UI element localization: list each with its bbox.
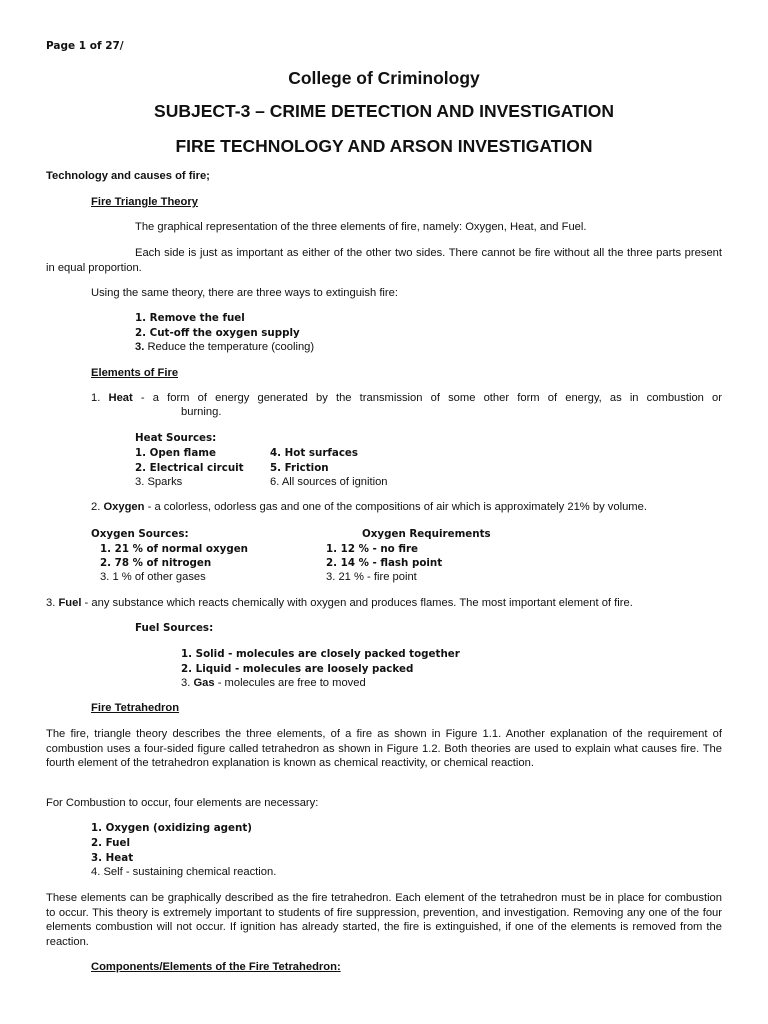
fuel-source-3 [181, 677, 366, 689]
way-3-number: 3. [135, 341, 145, 353]
heat-source-2: 2. Electrical circuit [135, 462, 244, 474]
extinguish-way-2: 2. Cut-off the oxygen supply [135, 327, 300, 339]
fuel-source-3-text: - molecules are free to moved [214, 677, 366, 689]
oxygen-source-3: 3. 1 % of other gases [100, 571, 206, 583]
fuel-source-3-term: Gas [193, 677, 215, 689]
tetrahedron-item-1: 1. Oxygen (oxidizing agent) [91, 822, 252, 834]
fuel-definition-text: - any substance which reacts chemically with oxygen and produces flames. The most important element of fire. [81, 597, 633, 609]
heat-source-1: 1. Open flame [135, 447, 216, 459]
heat-source-3: 3. Sparks [135, 476, 183, 488]
topic-title: FIRE TECHNOLOGY AND ARSON INVESTIGATION [175, 136, 593, 156]
fuel-definition [46, 597, 633, 609]
extinguish-way-3 [135, 341, 314, 353]
page-number: Page 1 of 27/ [46, 40, 124, 52]
oxygen-sources-label: Oxygen Sources: [91, 528, 189, 540]
fire-triangle-heading: Fire Triangle Theory [91, 196, 198, 208]
fuel-sources-label: Fuel Sources: [135, 622, 214, 634]
triangle-paragraph-3: Using the same theory, there are three ways to extinguish fire: [91, 287, 398, 299]
way-3-text: Reduce the temperature (cooling) [144, 341, 315, 353]
section-heading: Technology and causes of fire; [46, 170, 210, 182]
fuel-number: 3. [46, 597, 59, 609]
triangle-paragraph-1: The graphical representation of the three elements of fire, namely: Oxygen, Heat, and Fuel. [135, 221, 587, 233]
fire-tetrahedron-heading: Fire Tetrahedron [91, 702, 180, 714]
fuel-source-1: 1. Solid - molecules are closely packed together [181, 648, 460, 660]
heat-source-5: 5. Friction [270, 462, 329, 474]
heat-definition-text: - a form of energy generated by the transmission of some other form of energy, as in combustion or [132, 392, 722, 404]
fuel-source-2: 2. Liquid - molecules are loosely packed [181, 663, 414, 675]
oxygen-requirements-label: Oxygen Requirements [362, 528, 491, 540]
heat-term: Heat [108, 392, 133, 404]
oxygen-source-1: 1. 21 % of normal oxygen [100, 543, 249, 555]
college-title: College of Criminology [288, 68, 480, 88]
heat-sources-label: Heat Sources: [135, 432, 217, 444]
oxygen-requirement-2: 2. 14 % - flash point [326, 557, 443, 569]
oxygen-number: 2. [91, 501, 104, 513]
elements-of-fire-heading: Elements of Fire [91, 367, 179, 379]
tetrahedron-paragraph-3: These elements can be graphically described as the fire tetrahedron. Each element of the tetrahedron must be in place for combustion to occur. This theory is extremely important to students of fire suppression, prevention, and investigation. Removing any one of the four elements combustion will not occur. If ignition has already started, the fire is extinguished, if one of the elements is removed from the reaction. [46, 892, 722, 948]
oxygen-source-2: 2. 78 % of nitrogen [100, 557, 212, 569]
components-heading: Components/Elements of the Fire Tetrahedron: [91, 961, 341, 973]
heat-definition [91, 392, 722, 404]
fuel-source-3-number: 3. [181, 677, 194, 689]
tetrahedron-paragraph-2: For Combustion to occur, four elements are necessary: [46, 797, 319, 809]
tetrahedron-item-2: 2. Fuel [91, 837, 131, 849]
fuel-term: Fuel [58, 597, 82, 609]
heat-source-6: 6. All sources of ignition [270, 476, 388, 488]
oxygen-requirement-1: 1. 12 % - no fire [326, 543, 419, 555]
oxygen-definition [91, 501, 647, 513]
extinguish-way-1: 1. Remove the fuel [135, 312, 245, 324]
subject-title: SUBJECT-3 – CRIME DETECTION AND INVESTIGATION [154, 101, 614, 121]
heat-number: 1. [91, 392, 109, 404]
heat-definition-cont: burning. [181, 406, 222, 418]
tetrahedron-item-4: 4. Self - sustaining chemical reaction. [91, 866, 277, 878]
heat-source-4: 4. Hot surfaces [270, 447, 359, 459]
oxygen-definition-text: - a colorless, odorless gas and one of the compositions of air which is approximately 21% by volume. [144, 501, 647, 513]
tetrahedron-paragraph-1: The fire, triangle theory describes the three elements, of a fire as shown in Figure 1.1. Another explanation of the requirement of combustion uses a four-sided figure called tetrahedron as shown in Figure 1.2. Both theories are used to explain what causes fire. The fourth element of the tetrahedron explanation is known as chemical reactivity, or chemical reaction. [46, 728, 722, 770]
oxygen-requirement-3: 3. 21 % - fire point [326, 571, 417, 583]
oxygen-term: Oxygen [103, 501, 145, 513]
triangle-paragraph-2: Each side is just as important as either of the other two sides. There cannot be fire without all the three parts present in equal proportion. [46, 247, 722, 274]
tetrahedron-item-3: 3. Heat [91, 852, 134, 864]
